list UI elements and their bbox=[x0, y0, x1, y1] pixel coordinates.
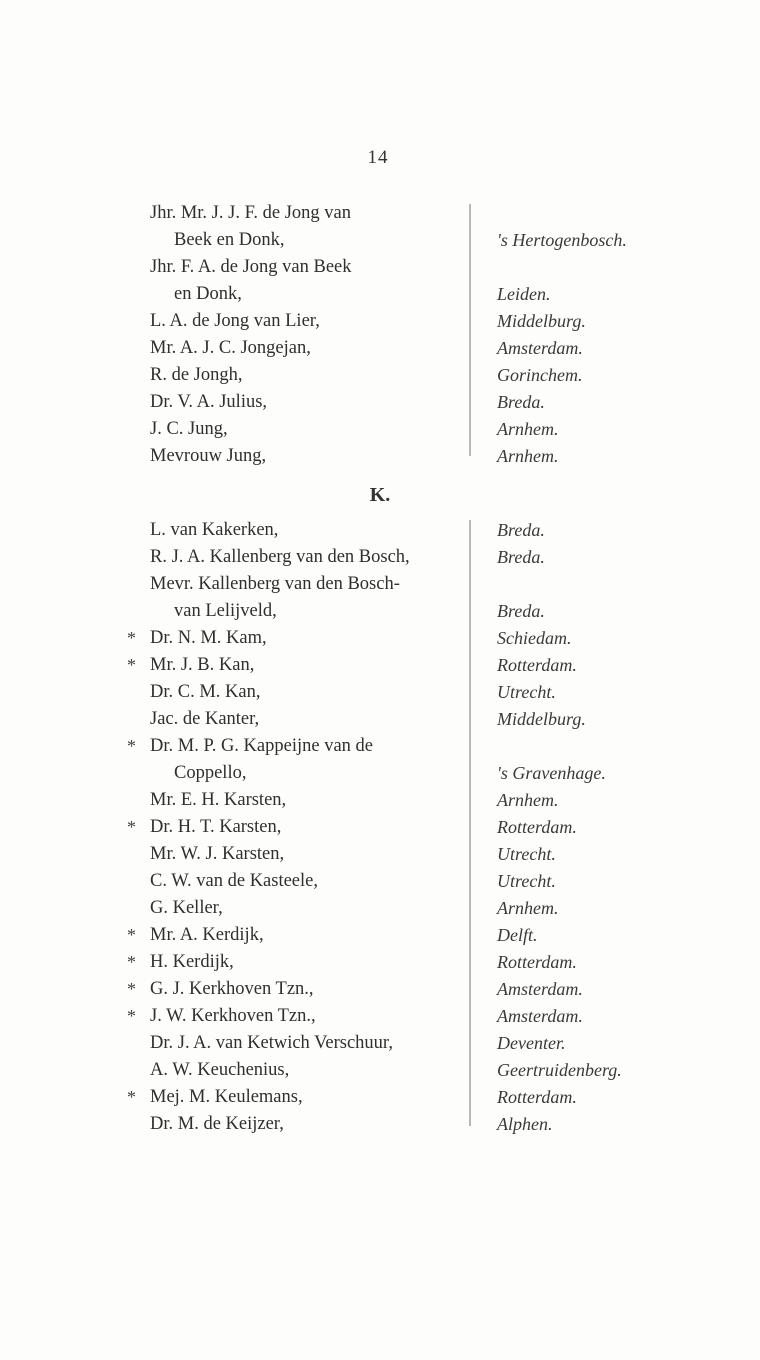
member-name-line: Jhr. F. A. de Jong van Beek bbox=[150, 257, 352, 277]
list-item bbox=[0, 652, 760, 679]
member-name bbox=[150, 922, 458, 949]
list-item bbox=[0, 517, 760, 544]
list-item bbox=[0, 814, 760, 841]
member-name-line: L. van Kakerken, bbox=[150, 520, 279, 540]
member-place: Gorinchem. bbox=[497, 365, 583, 385]
list-item bbox=[0, 922, 760, 949]
member-name-line: Dr. H. T. Karsten, bbox=[150, 817, 282, 837]
list-item bbox=[0, 625, 760, 652]
member-place: Geertruidenberg. bbox=[497, 1060, 622, 1080]
member-place: Amsterdam. bbox=[497, 338, 583, 358]
page-number: 14 bbox=[367, 147, 389, 168]
member-place: Leiden. bbox=[497, 284, 551, 304]
list-item bbox=[0, 787, 760, 814]
list-item bbox=[0, 895, 760, 922]
member-name-continuation: en Donk, bbox=[174, 284, 242, 304]
member-name-line: Dr. J. A. van Ketwich Verschuur, bbox=[150, 1033, 393, 1053]
member-name-line: Mr. A. J. C. Jongejan, bbox=[150, 338, 311, 358]
member-name bbox=[150, 1030, 458, 1057]
list-item bbox=[0, 200, 760, 254]
member-name bbox=[150, 976, 458, 1003]
member-name bbox=[150, 814, 458, 841]
member-place: Rotterdam. bbox=[497, 817, 577, 837]
member-name-line: R. de Jongh, bbox=[150, 365, 243, 385]
member-name-continuation: Beek en Donk, bbox=[174, 230, 285, 250]
member-name bbox=[150, 1084, 458, 1111]
member-name bbox=[150, 544, 458, 571]
member-place: Middelburg. bbox=[497, 709, 586, 729]
member-name-line: Mr. A. Kerdijk, bbox=[150, 925, 264, 945]
asterisk-marker: * bbox=[127, 979, 136, 999]
member-name-line: J. C. Jung, bbox=[150, 419, 228, 439]
list-item bbox=[0, 706, 760, 733]
member-name-line: G. Keller, bbox=[150, 898, 223, 918]
member-name bbox=[150, 362, 458, 389]
member-place: Utrecht. bbox=[497, 844, 556, 864]
asterisk-marker: * bbox=[127, 655, 136, 675]
asterisk-marker: * bbox=[127, 1087, 136, 1107]
member-place: 's Hertogenbosch. bbox=[497, 230, 627, 250]
list-item bbox=[0, 841, 760, 868]
asterisk-marker: * bbox=[127, 1006, 136, 1026]
member-place: Breda. bbox=[497, 520, 545, 540]
asterisk-marker: * bbox=[127, 925, 136, 945]
member-name bbox=[150, 416, 458, 443]
list-item bbox=[0, 389, 760, 416]
member-name bbox=[150, 895, 458, 922]
member-name-line: A. W. Keuchenius, bbox=[150, 1060, 290, 1080]
member-place: Rotterdam. bbox=[497, 952, 577, 972]
member-place: Alphen. bbox=[497, 1114, 553, 1134]
member-place: Delft. bbox=[497, 925, 538, 945]
asterisk-marker: * bbox=[127, 628, 136, 648]
asterisk-marker: * bbox=[127, 736, 136, 756]
member-name-line: Dr. N. M. Kam, bbox=[150, 628, 267, 648]
member-name-line: Mevrouw Jung, bbox=[150, 446, 267, 466]
list-item bbox=[0, 1003, 760, 1030]
member-name bbox=[150, 949, 458, 976]
member-name bbox=[150, 571, 458, 625]
member-name bbox=[150, 335, 458, 362]
list-item bbox=[0, 443, 760, 470]
list-item bbox=[0, 308, 760, 335]
member-name-line: H. Kerdijk, bbox=[150, 952, 234, 972]
member-name-line: Dr. M. P. G. Kappeijne van de bbox=[150, 736, 373, 756]
list-item bbox=[0, 949, 760, 976]
member-name-line: C. W. van de Kasteele, bbox=[150, 871, 318, 891]
list-item bbox=[0, 1111, 760, 1138]
member-name bbox=[150, 787, 458, 814]
member-place: Arnhem. bbox=[497, 419, 559, 439]
asterisk-marker: * bbox=[127, 952, 136, 972]
member-name bbox=[150, 1111, 458, 1138]
asterisk-marker: * bbox=[127, 817, 136, 837]
list-item bbox=[0, 254, 760, 308]
member-name-line: Dr. M. de Keijzer, bbox=[150, 1114, 284, 1134]
member-name-line: Mr. J. B. Kan, bbox=[150, 655, 255, 675]
member-name-line: L. A. de Jong van Lier, bbox=[150, 311, 320, 331]
member-name-line: Dr. V. A. Julius, bbox=[150, 392, 268, 412]
member-name bbox=[150, 868, 458, 895]
list-item bbox=[0, 1084, 760, 1111]
list-item bbox=[0, 868, 760, 895]
member-place: Arnhem. bbox=[497, 898, 559, 918]
member-name-line: R. J. A. Kallenberg van den Bosch, bbox=[150, 547, 410, 567]
member-name-continuation: van Lelijveld, bbox=[174, 601, 277, 621]
member-name bbox=[150, 389, 458, 416]
member-place: Utrecht. bbox=[497, 871, 556, 891]
member-name-line: G. J. Kerkhoven Tzn., bbox=[150, 979, 314, 999]
section-k-list bbox=[0, 517, 760, 1138]
member-name bbox=[150, 733, 458, 787]
member-place: Rotterdam. bbox=[497, 1087, 577, 1107]
list-item bbox=[0, 416, 760, 443]
member-name-line: Jac. de Kanter, bbox=[150, 709, 260, 729]
member-place: Middelburg. bbox=[497, 311, 586, 331]
member-name bbox=[150, 517, 458, 544]
member-place: Schiedam. bbox=[497, 628, 572, 648]
member-name bbox=[150, 706, 458, 733]
member-name-line: Mevr. Kallenberg van den Bosch- bbox=[150, 574, 400, 594]
member-place: Breda. bbox=[497, 601, 545, 621]
list-item bbox=[0, 1030, 760, 1057]
member-place: Breda. bbox=[497, 392, 545, 412]
member-place: Rotterdam. bbox=[497, 655, 577, 675]
member-name-line: Jhr. Mr. J. J. F. de Jong van bbox=[150, 203, 352, 223]
list-item bbox=[0, 1057, 760, 1084]
member-name bbox=[150, 1057, 458, 1084]
member-name bbox=[150, 254, 458, 308]
member-name bbox=[150, 200, 458, 254]
member-name bbox=[150, 841, 458, 868]
member-place: Utrecht. bbox=[497, 682, 556, 702]
member-name bbox=[150, 679, 458, 706]
list-item bbox=[0, 335, 760, 362]
member-place: 's Gravenhage. bbox=[497, 763, 606, 783]
list-item bbox=[0, 544, 760, 571]
member-name bbox=[150, 443, 458, 470]
member-place: Breda. bbox=[497, 547, 545, 567]
member-place: Amsterdam. bbox=[497, 979, 583, 999]
section-j-list bbox=[0, 200, 760, 470]
member-name-line: Mej. M. Keulemans, bbox=[150, 1087, 303, 1107]
member-name bbox=[150, 1003, 458, 1030]
list-item bbox=[0, 362, 760, 389]
list-item bbox=[0, 976, 760, 1003]
member-place: Amsterdam. bbox=[497, 1006, 583, 1026]
member-name bbox=[150, 625, 458, 652]
member-name-line: Mr. E. H. Karsten, bbox=[150, 790, 287, 810]
member-place: Arnhem. bbox=[497, 446, 559, 466]
list-item bbox=[0, 733, 760, 787]
member-place: Deventer. bbox=[497, 1033, 566, 1053]
member-name-line: J. W. Kerkhoven Tzn., bbox=[150, 1006, 316, 1026]
member-name bbox=[150, 652, 458, 679]
list-item bbox=[0, 679, 760, 706]
member-name-continuation: Coppello, bbox=[174, 763, 247, 783]
member-name-line: Dr. C. M. Kan, bbox=[150, 682, 261, 702]
section-k-heading: K. bbox=[369, 484, 391, 506]
member-place: Arnhem. bbox=[497, 790, 559, 810]
list-item bbox=[0, 571, 760, 625]
member-name bbox=[150, 308, 458, 335]
member-name-line: Mr. W. J. Karsten, bbox=[150, 844, 285, 864]
